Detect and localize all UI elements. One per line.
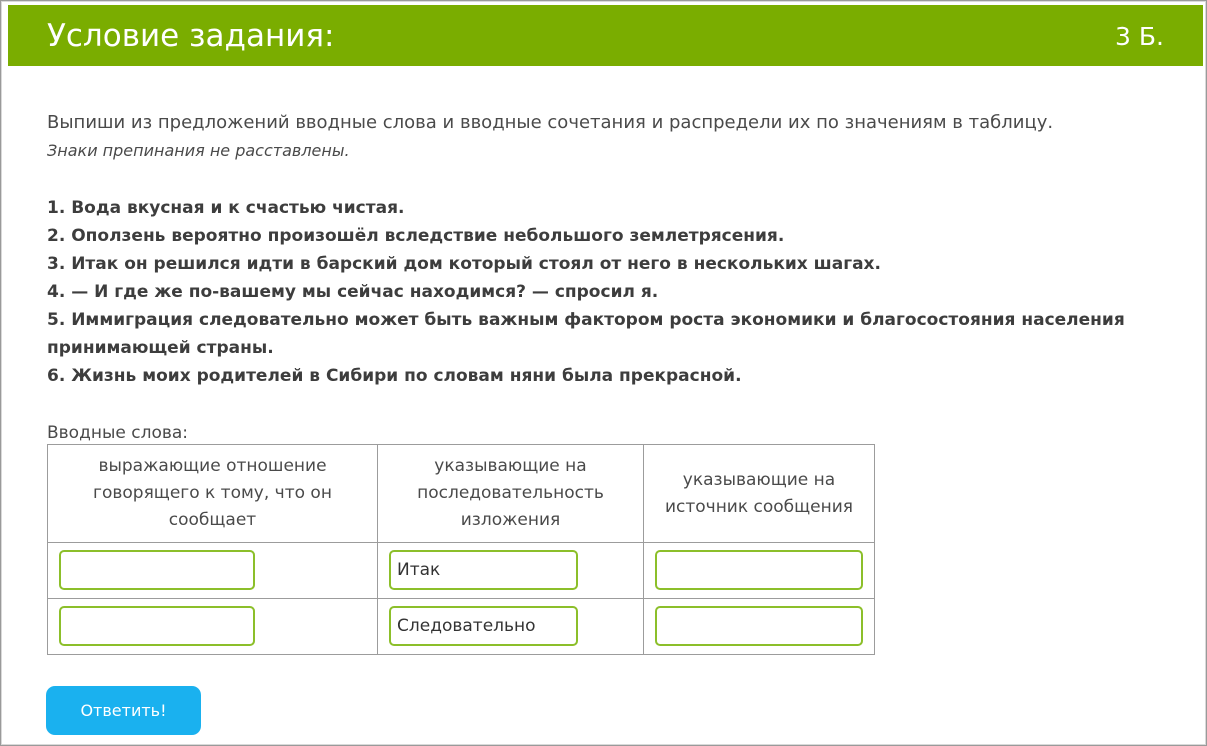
task-title: Условие задания: [47, 18, 335, 54]
answer-input-sequence-1[interactable] [389, 550, 578, 590]
table-row [48, 543, 875, 599]
sentence-list [47, 194, 1177, 390]
column-header-sequence: указывающие на последовательность изложения [378, 445, 644, 543]
task-points: 3 Б. [1115, 22, 1164, 51]
sentence-item: 2. Оползень вероятно произошёл вследствие небольшого землетрясения. [47, 226, 785, 246]
table-caption: Вводные слова: [47, 423, 189, 443]
table-row [48, 599, 875, 655]
table-header-row [48, 445, 875, 543]
sentence-item: 6. Жизнь моих родителей в Сибири по словам няни была прекрасной. [47, 366, 742, 386]
answer-input-sequence-2[interactable] [389, 606, 578, 646]
answer-input-attitude-2[interactable] [59, 606, 255, 646]
sentence-item: 3. Итак он решился идти в барский дом который стоял от него в нескольких шагах. [47, 254, 881, 274]
task-header [8, 5, 1203, 66]
table-cell [644, 599, 875, 655]
answer-table [47, 444, 875, 655]
table-cell [378, 543, 644, 599]
answer-input-source-2[interactable] [655, 606, 863, 646]
task-note: Знаки препинания не расставлены. [47, 141, 350, 160]
sentence-item: 4. — И где же по-вашему мы сейчас находимся? — спросил я. [47, 282, 659, 302]
sentence-item: 1. Вода вкусная и к счастью чистая. [47, 198, 405, 218]
answer-input-attitude-1[interactable] [59, 550, 255, 590]
column-header-attitude: выражающие отношение говорящего к тому, что он сообщает [48, 445, 378, 543]
table-cell [48, 599, 378, 655]
table-cell [378, 599, 644, 655]
submit-answer-button[interactable]: Ответить! [46, 686, 201, 735]
sentence-item: 5. Иммиграция следовательно может быть важным фактором роста экономики и благосостояния населения принимающей страны. [47, 310, 1125, 358]
table-cell [644, 543, 875, 599]
answer-input-source-1[interactable] [655, 550, 863, 590]
column-header-source: указывающие на источник сообщения [644, 445, 875, 543]
task-instruction: Выпиши из предложений вводные слова и вводные сочетания и распредели их по значениям в таблицу. [47, 112, 1054, 133]
table-cell [48, 543, 378, 599]
